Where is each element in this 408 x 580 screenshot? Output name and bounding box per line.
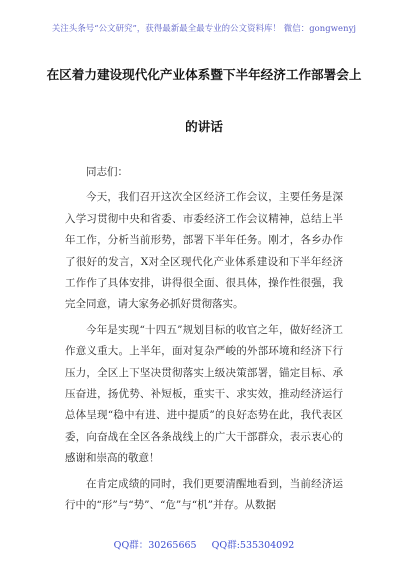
salutation: 同志们：	[86, 166, 128, 178]
body-paragraph: 在肯定成绩的同时，我们更要清醒地看到，当前经济运行中的“形”与“势”、“危”与“机”并存。从数据	[65, 477, 343, 512]
footer-qq-group-1: QQ群：30265665	[113, 540, 197, 551]
document-body	[65, 162, 343, 517]
footer-contact	[0, 537, 408, 551]
body-paragraph: 今年是实现“十四五”规划目标的收官之年，做好经济工作意义重大。上半年，面对复杂严峻的外部环境和经济下行压力，全区上下坚决贯彻落实上级决策部署，锚定目标、承压奋进，扬优势、补短板，重实干、求实效，推动经济运行总体呈现“稳中有进、进中提质”的良好态势在此，我代表区委，向奋战在全区各条战线上的广大干部群众，表示衷心的感谢和崇高的敬意！	[65, 323, 343, 465]
body-paragraph: 今天，我们召开这次全区经济工作会议，主要任务是深入学习贯彻中央和省委、市委经济工作会议精神，总结上半年工作，分析当前形势，部署下半年任务。刚才，各乡办作了很好的发言，X对全区现代化产业体系建设和下半年经济工作作了具体安排，讲得很全面、很具体，操作性很强，我完全同意，请大家务必抓好贯彻落实。	[65, 191, 343, 311]
document-title-line-1: 在区着力建设现代化产业体系暨下半年经济工作部署会上	[46, 67, 362, 82]
document-title-line-2: 的讲话	[185, 119, 223, 134]
footer-qq-group-2: QQ群:535304092	[211, 540, 295, 551]
header-promo-note: 关注头条号“公文研究”，获得最新最全最专业的公文资料库！ 微信：gongwenyj	[51, 23, 357, 33]
